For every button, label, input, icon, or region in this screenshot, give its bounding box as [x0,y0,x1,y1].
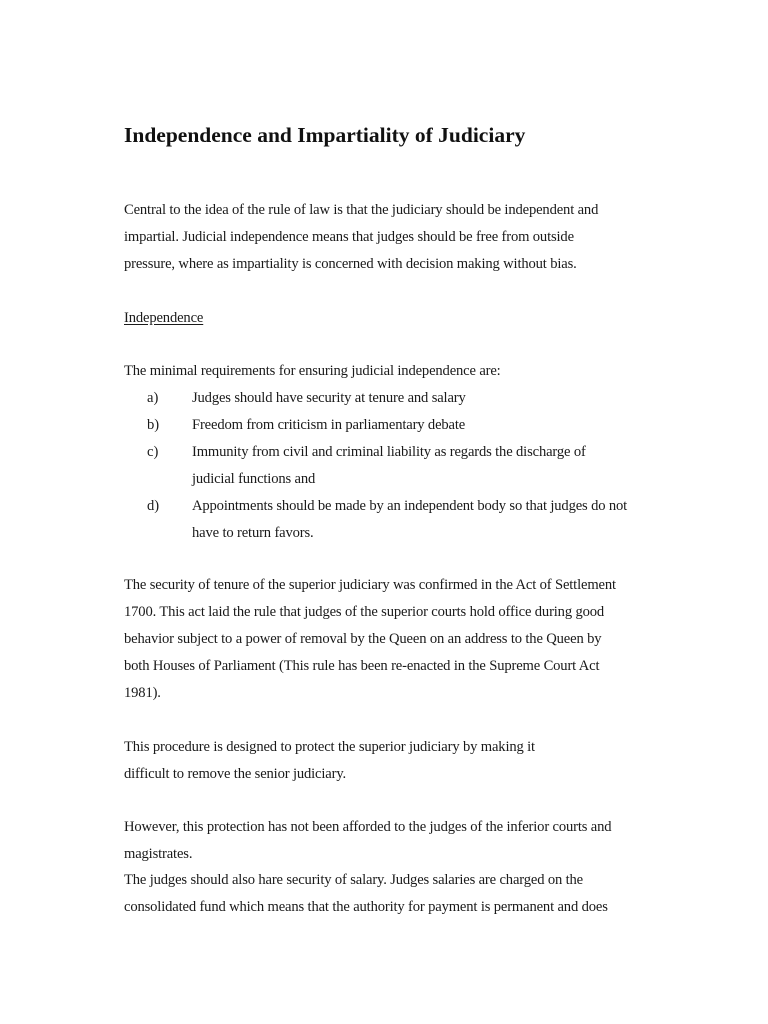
list-item-text: Appointments should be made by an independent body so that judges do not [192,498,628,514]
list-item-text: Judges should have security at tenure and salary [192,390,466,406]
tenure-paragraph-line: both Houses of Parliament (This rule has been re-enacted in the Supreme Court Act [124,658,600,674]
list-item-marker: d) [147,498,160,514]
list-item-text: judicial functions and [192,471,316,487]
intro-line: Central to the idea of the rule of law is that the judiciary should be independent and [124,202,599,218]
tenure-paragraph-line: The security of tenure of the superior judiciary was confirmed in the Act of Settlement [124,577,616,593]
intro-line: impartial. Judicial independence means that judges should be free from outside [124,229,574,245]
tenure-paragraph-line: 1700. This act laid the rule that judges of the superior courts hold office during good [124,604,605,620]
procedure-paragraph-line: difficult to remove the senior judiciary. [124,766,347,782]
intro-line: pressure, where as impartiality is concerned with decision making without bias. [124,256,577,272]
however-paragraph-line: magistrates. [124,846,193,862]
list-item-text: Immunity from civil and criminal liability as regards the discharge of [192,444,586,460]
list-item-marker: a) [147,390,159,406]
list-item-text: have to return favors. [192,525,314,541]
however-paragraph-line: However, this protection has not been afforded to the judges of the inferior courts and [124,819,612,835]
section-heading-independence: Independence [124,310,204,326]
salary-paragraph-line: The judges should also hare security of salary. Judges salaries are charged on the [124,872,584,888]
list-intro: The minimal requirements for ensuring judicial independence are: [124,363,501,379]
salary-paragraph-line: consolidated fund which means that the authority for payment is permanent and does [124,899,608,915]
procedure-paragraph-line: This procedure is designed to protect the superior judiciary by making it [124,739,535,755]
document-title: Independence and Impartiality of Judiciary [124,123,526,147]
list-item-marker: c) [147,444,159,460]
list-item-marker: b) [147,417,160,433]
tenure-paragraph-line: behavior subject to a power of removal by the Queen on an address to the Queen by [124,631,602,647]
list-item-text: Freedom from criticism in parliamentary debate [192,417,466,433]
tenure-paragraph-line: 1981). [124,685,161,701]
